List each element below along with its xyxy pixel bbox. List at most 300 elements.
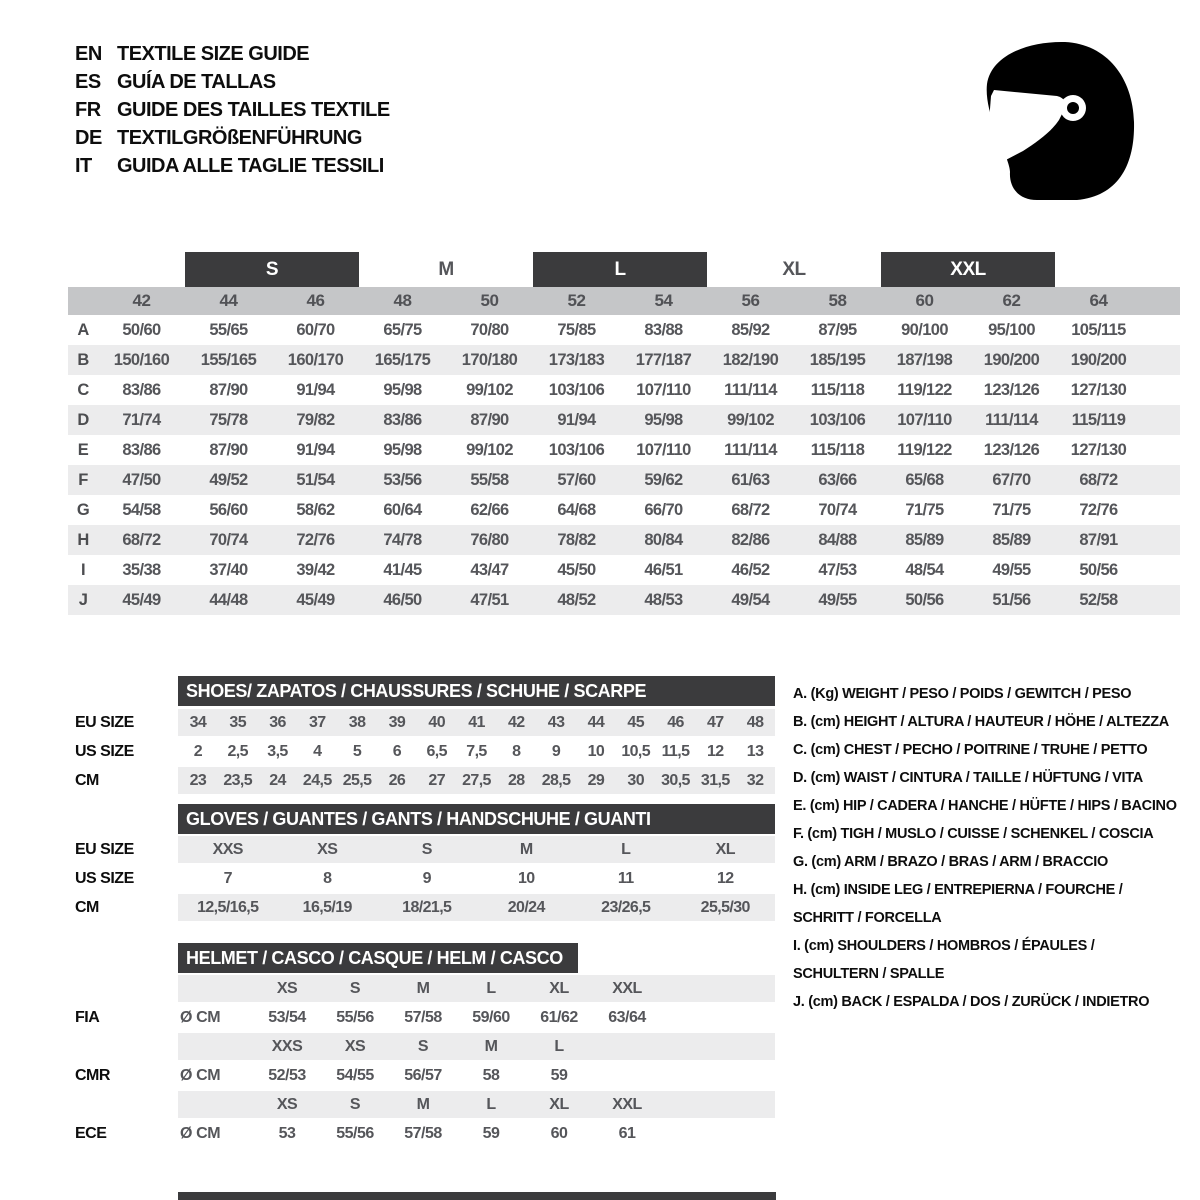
measurement-value: 57/60 [557,470,596,489]
helmet-value [593,1062,661,1089]
band-filler [661,975,775,1002]
helmet-size: XXL [612,979,642,997]
size-row-label: EU SIZE [75,713,134,731]
measurement-row [68,525,1180,555]
shoes-table [75,676,775,794]
measurement-value: 103/106 [548,380,605,399]
size-value: 11,5 [661,742,690,760]
right-pad-cell [1142,315,1180,345]
row-letter: A [77,320,89,339]
measurement-value: 190/200 [983,350,1040,369]
size-group-s: S [185,252,359,287]
shoes-rows [75,709,775,794]
numeric-size: 46 [306,291,325,310]
measurement-value: 64/68 [557,500,596,519]
visor-pivot-dot [1067,102,1079,114]
numeric-size: 52 [567,291,586,310]
measurement-value: 39/42 [296,560,335,579]
measurement-value: 65/68 [905,470,944,489]
guide-title: GUIDA ALLE TAGLIE TESSILI [117,154,384,177]
helmet-value: 56/57 [404,1066,442,1084]
right-pad-cell [1142,345,1180,375]
measurement-value: 79/82 [296,410,335,429]
diameter-unit: Ø CM [180,1124,221,1142]
measurement-value: 105/115 [1071,320,1126,339]
guide-title: GUÍA DE TALLAS [117,70,276,93]
helmet-size: XL [549,1095,569,1113]
size-group-m: M [438,258,454,280]
helmet-value-band [178,1062,775,1089]
helmet-value: 54/55 [336,1066,374,1084]
size-value: M [477,836,577,863]
helmet-row-spacer [75,1091,178,1118]
racing-helmet-icon [978,38,1140,210]
right-pad-cell [1142,435,1180,465]
size-value: 44 [576,709,616,736]
language-row [75,124,390,152]
measurement-value: 95/98 [383,380,422,399]
language-code: IT [75,154,92,177]
measurement-value: 87/91 [1079,530,1118,549]
measurement-value: 71/75 [992,500,1031,519]
right-pad-cell [1142,555,1180,585]
unit-spacer [178,975,253,1002]
helmet-standard-label: FIA [75,1008,100,1026]
numeric-size: 50 [480,291,499,310]
numeric-size: 54 [654,291,673,310]
measurement-value: 111/114 [724,380,777,399]
measurement-value: 48/53 [644,590,683,609]
size-group-row [68,252,1180,287]
size-value: 9 [422,869,431,887]
size-value: 4 [313,742,322,760]
measurement-value: 66/70 [644,500,683,519]
row-letter: B [77,350,89,369]
measurement-value: 60/64 [383,500,422,519]
band-filler [661,1062,775,1089]
measurement-value: 37/40 [209,560,248,579]
size-value: XL [676,836,776,863]
legend-item [793,932,1200,988]
measurement-value: 177/187 [635,350,692,369]
diameter-unit: Ø CM [180,1066,221,1084]
helmet-size: L [486,979,496,997]
measurement-value: 43/47 [470,560,509,579]
legend-item [793,764,1200,792]
legend-line: I. (cm) SHOULDERS / HOMBROS / ÉPAULES / [793,938,1095,954]
helmet-standard-label: CMR [75,1066,110,1084]
measurement-value: 53/56 [383,470,422,489]
language-row [75,68,390,96]
legend-line: D. (cm) WAIST / CINTURA / TAILLE / HÜFTUNG / VITA [793,770,1143,786]
cutoff-next-section-bar [178,1192,776,1200]
shoes-title-bar: SHOES/ ZAPATOS / CHAUSSURES / SCHUHE / SCARPE [178,676,775,706]
measurement-value: 99/102 [727,410,774,429]
measurement-value: 95/98 [383,440,422,459]
measurement-value: 46/50 [383,590,422,609]
row-letter: C [77,380,89,399]
size-value: 7 [223,869,232,887]
measurement-row [68,495,1180,525]
helmet-size-row [75,975,775,1002]
measurement-value: 83/88 [644,320,683,339]
size-value: 24,5 [297,767,337,794]
right-pad-cell [1142,465,1180,495]
right-pad-cell [1142,585,1180,615]
measurement-value: 160/170 [287,350,344,369]
row-letter: G [76,500,90,519]
measurement-value: 59/62 [644,470,683,489]
measurement-value: 150/160 [113,350,170,369]
legend-item [793,708,1200,736]
legend-line: H. (cm) INSIDE LEG / ENTREPIERNA / FOURCHE / [793,882,1123,898]
size-value: 47 [695,709,735,736]
helmet-size: S [349,979,361,997]
size-value: 25,5/30 [676,894,776,921]
size-value: 27 [417,767,457,794]
measurement-value: 83/86 [383,410,422,429]
measurement-row [68,315,1180,345]
helmet-value: 58 [482,1066,500,1084]
measurement-value: 54/58 [122,500,161,519]
measurement-value: 49/55 [992,560,1031,579]
row-letter: I [81,560,85,579]
language-code: EN [75,42,102,65]
legend-line: A. (Kg) WEIGHT / PESO / POIDS / GEWITCH / PESO [793,686,1132,702]
size-row [75,709,775,736]
measurement-value: 68/72 [122,530,161,549]
measurement-value: 91/94 [296,440,335,459]
size-row [75,894,775,921]
size-value: 12,5/16,5 [178,894,278,921]
size-value: 29 [576,767,616,794]
measurement-value: 115/118 [810,440,865,459]
size-row [75,767,775,794]
numeric-size: 58 [828,291,847,310]
size-value: 23 [178,767,218,794]
measurement-value: 87/90 [209,380,248,399]
helmet-value-band [178,1120,775,1147]
measurement-row [68,345,1180,375]
measurement-value: 46/51 [644,560,683,579]
size-value: 11 [617,869,634,887]
measurement-value: 47/51 [470,590,509,609]
language-row [75,152,390,180]
legend-item [793,876,1200,932]
row-letter: D [77,410,89,429]
helmet-value: 55/56 [336,1008,374,1026]
measurement-value: 62/66 [470,500,509,519]
right-pad-cell [1142,375,1180,405]
measurement-row [68,435,1180,465]
size-group-spacer [1055,252,1180,287]
size-value: 12 [716,869,734,887]
measurement-value: 190/200 [1070,350,1127,369]
row-letter: F [78,470,88,489]
legend-item [793,736,1200,764]
measurement-value: 47/53 [818,560,857,579]
size-value: 5 [352,742,362,760]
measurement-row [68,585,1180,615]
size-value: 7,5 [466,742,487,760]
measurement-value: 182/190 [722,350,779,369]
helmet-size: XXS [271,1037,303,1055]
measurement-value: 123/126 [983,380,1040,399]
helmet-rows [75,975,775,1147]
footwear-accessory-tables [75,676,775,1147]
right-pad-cell [1142,525,1180,555]
measurement-value: 115/118 [810,380,865,399]
legend-item [793,680,1200,708]
numeric-size: 56 [741,291,760,310]
measurement-value: 74/78 [383,530,422,549]
measurement-value: 56/60 [209,500,248,519]
measurement-value: 78/82 [557,530,596,549]
right-pad-cell [1142,405,1180,435]
size-row [75,738,775,765]
size-value: 43 [536,709,576,736]
measurement-value: 61/63 [731,470,770,489]
measurement-value: 111/114 [724,440,777,459]
helmet-size [593,1033,661,1060]
measurement-legend [793,680,1200,1016]
size-value: 48 [735,709,775,736]
numeric-size: 60 [915,291,934,310]
size-value: 40 [417,709,457,736]
helmet-value: 53/54 [268,1008,306,1026]
measurement-value: 119/122 [897,380,952,399]
size-value: 23,5 [218,767,258,794]
size-value: 12 [706,742,724,760]
measurement-value: 165/175 [374,350,431,369]
legend-line: C. (cm) CHEST / PECHO / POITRINE / TRUHE / PETTO [793,742,1148,758]
measurement-value: 48/52 [557,590,596,609]
helmet-size: M [416,1095,430,1113]
row-letter: H [77,530,89,549]
measurement-value: 48/54 [905,560,944,579]
size-value: 45 [616,709,656,736]
measurement-value: 68/72 [1079,470,1118,489]
size-value: 36 [258,709,298,736]
size-value: 28 [496,767,536,794]
size-row-label: EU SIZE [75,840,134,858]
measurement-value: 91/94 [296,380,335,399]
textile-size-table [68,252,1180,615]
helmet-size: L [486,1095,496,1113]
measurement-row [68,405,1180,435]
measurement-value: 107/110 [636,440,691,459]
size-value: 23/26,5 [576,894,676,921]
numeric-size-row [68,287,1180,315]
size-row-label: CM [75,771,99,789]
language-code: FR [75,98,101,121]
measurement-value: 51/56 [992,590,1031,609]
measurement-value: 84/88 [818,530,857,549]
measurement-value: 46/52 [731,560,770,579]
measurement-value: 71/75 [905,500,944,519]
legend-line: B. (cm) HEIGHT / ALTURA / HAUTEUR / HÖHE / ALTEZZA [793,714,1169,730]
helmet-size: L [554,1037,564,1055]
measurement-value: 65/75 [383,320,422,339]
size-value: 42 [496,709,536,736]
gloves-table [75,804,775,921]
size-value: 10,5 [621,742,651,760]
band-filler [661,1004,775,1031]
size-value: 32 [735,767,775,794]
size-value: 6 [392,742,402,760]
language-code: DE [75,126,102,149]
legend-item [793,820,1200,848]
legend-item [793,848,1200,876]
numeric-size: 62 [1002,291,1021,310]
measurement-value: 95/100 [988,320,1035,339]
helmet-value: 59 [550,1066,568,1084]
measurement-value: 70/80 [470,320,509,339]
measurement-value: 70/74 [209,530,248,549]
row-letter: J [78,590,88,609]
measurement-value: 123/126 [983,440,1040,459]
size-value: 9 [551,742,561,760]
helmet-value: 61 [618,1124,636,1142]
size-value: 41 [457,709,497,736]
size-value: XS [278,836,378,863]
measurement-value: 41/45 [383,560,422,579]
measurement-value: 50/60 [122,320,161,339]
measurement-value: 44/48 [209,590,248,609]
guide-title: GUIDE DES TAILLES TEXTILE [117,98,390,121]
measurement-value: 87/90 [470,410,509,429]
measurement-value: 83/86 [122,380,161,399]
corner-cell [68,287,98,315]
size-value: XXS [178,836,278,863]
measurement-value: 50/56 [905,590,944,609]
helmet-value: 63/64 [608,1008,646,1026]
gloves-rows [75,836,775,921]
measurement-value: 70/74 [818,500,857,519]
helmet-value-row [75,1062,775,1089]
size-value: L [576,836,676,863]
language-code: ES [75,70,101,93]
size-value: 27,5 [457,767,497,794]
measurement-value: 95/98 [644,410,683,429]
size-value: 46 [656,709,696,736]
numeric-size: 42 [132,291,151,310]
unit-spacer [178,1091,253,1118]
measurement-value: 127/130 [1070,380,1127,399]
measurement-value: 185/195 [809,350,866,369]
measurement-value: 119/122 [897,440,952,459]
size-value: 2 [193,742,203,760]
helmet-size: XS [344,1037,366,1055]
size-value: 8 [512,742,521,760]
measurement-row [68,375,1180,405]
measurement-row [68,465,1180,495]
size-value: 34 [178,709,218,736]
measurement-value: 45/49 [122,590,161,609]
measurement-value: 71/74 [122,410,161,429]
language-row [75,96,390,124]
measurement-value: 49/52 [209,470,248,489]
size-group-xl: XL [782,258,806,280]
measurement-value: 107/110 [636,380,691,399]
measurement-value: 173/183 [548,350,605,369]
measurement-value: 75/78 [209,410,248,429]
measurement-value: 90/100 [901,320,948,339]
legend-line: SCHULTERN / SPALLE [793,966,945,982]
legend-line: J. (cm) BACK / ESPALDA / DOS / ZURÜCK / INDIETRO [793,994,1150,1010]
language-row [75,40,390,68]
measurement-value: 111/114 [985,410,1038,429]
measurement-value: 76/80 [470,530,509,549]
legend-line: E. (cm) HIP / CADERA / HANCHE / HÜFTE / HIPS / BACINO [793,798,1177,814]
measurement-value: 45/49 [296,590,335,609]
helmet-value-row [75,1120,775,1147]
helmet-size-band [178,1091,775,1118]
measurement-value: 68/72 [731,500,770,519]
right-pad-cell [1142,495,1180,525]
measurement-value: 83/86 [122,440,161,459]
measurement-value: 49/55 [818,590,857,609]
helmet-value: 59 [482,1124,500,1142]
size-value: 31,5 [695,767,735,794]
measurement-value: 170/180 [461,350,518,369]
measurement-value: 72/76 [296,530,335,549]
band-filler [661,1091,775,1118]
size-value: 39 [377,709,417,736]
helmet-row-spacer [75,1033,178,1060]
numeric-size: 64 [1089,291,1108,310]
legend-item [793,988,1200,1016]
measurement-value: 115/119 [1071,410,1126,429]
measurement-value: 80/84 [644,530,683,549]
helmet-size: XS [276,979,298,997]
band-filler [661,1120,775,1147]
measurement-value: 50/56 [1079,560,1118,579]
size-value: 37 [297,709,337,736]
size-row-label: CM [75,898,99,916]
legend-item [793,792,1200,820]
measurement-value: 49/54 [731,590,770,609]
measurement-row [68,555,1180,585]
size-value: 16,5/19 [278,894,378,921]
diameter-unit: Ø CM [180,1008,221,1026]
size-row-label: US SIZE [75,869,134,887]
numeric-size: 44 [219,291,238,310]
size-row [75,865,775,892]
helmet-size: S [349,1095,361,1113]
band-filler [661,1033,775,1060]
measurement-value: 63/66 [818,470,857,489]
helmet-value: 53 [278,1124,296,1142]
helmet-value: 57/58 [404,1008,442,1026]
right-pad-cell [1142,287,1180,315]
size-value: 10 [587,742,605,760]
helmet-value: 60 [550,1124,568,1142]
size-value: 35 [218,709,258,736]
helmet-value: 52/53 [268,1066,306,1084]
helmet-value: 61/62 [540,1008,578,1026]
language-title-list [75,40,390,180]
size-value: 26 [377,767,417,794]
helmet-size: S [417,1037,429,1055]
helmet-title-bar: HELMET / CASCO / CASQUE / HELM / CASCO [178,943,578,973]
helmet-value: 55/56 [336,1124,374,1142]
size-value: 10 [517,869,535,887]
row-letter: E [77,440,89,459]
helmet-value: 59/60 [472,1008,510,1026]
measurement-value: 99/102 [466,440,513,459]
guide-title: TEXTILE SIZE GUIDE [117,42,310,65]
